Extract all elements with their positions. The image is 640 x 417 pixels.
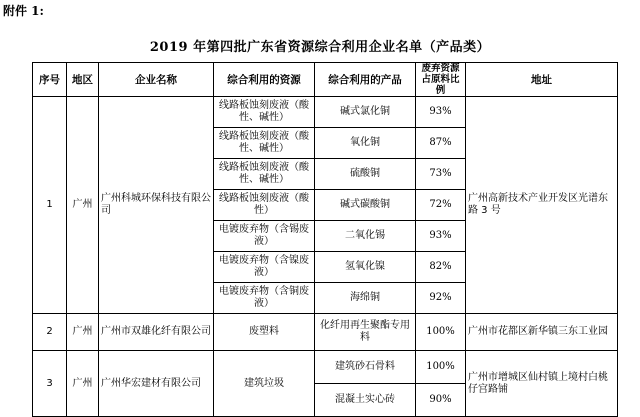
resource-cell: 电镀废弃物（含铜废液）	[214, 283, 315, 314]
resource-cell: 线路板蚀刻废液（酸性）	[214, 190, 315, 221]
resource-cell: 废塑料	[214, 314, 315, 351]
product-cell: 氧化铜	[315, 128, 416, 159]
ratio-cell: 72%	[416, 190, 466, 221]
resource-cell: 建筑垃圾	[214, 351, 315, 417]
product-cell: 混凝土实心砖	[315, 384, 416, 417]
ratio-cell: 90%	[416, 384, 466, 417]
product-cell: 建筑砂石骨料	[315, 351, 416, 384]
address-cell: 广州市增城区仙村镇上境村白桃仔宫路铺	[466, 351, 618, 417]
region-cell: 广州	[67, 314, 99, 351]
header-address: 地址	[466, 63, 618, 97]
seq-cell: 2	[33, 314, 67, 351]
resource-cell: 线路板蚀刻废液（酸性、碱性）	[214, 97, 315, 128]
resource-cell: 线路板蚀刻废液（酸性、碱性）	[214, 128, 315, 159]
seq-cell: 1	[33, 97, 67, 314]
header-product: 综合利用的产品	[315, 63, 416, 97]
seq-cell: 3	[33, 351, 67, 417]
product-cell: 海绵铜	[315, 283, 416, 314]
table-row	[33, 351, 618, 384]
product-cell: 硫酸铜	[315, 159, 416, 190]
region-cell: 广州	[67, 97, 99, 314]
ratio-cell: 87%	[416, 128, 466, 159]
ratio-cell: 100%	[416, 314, 466, 351]
resource-cell: 线路板蚀刻废液（酸性、碱性）	[214, 159, 315, 190]
table-row	[33, 97, 618, 128]
header-region: 地区	[67, 63, 99, 97]
header-ratio: 废弃资源占原料比例	[416, 63, 466, 97]
ratio-cell: 92%	[416, 283, 466, 314]
ratio-cell: 93%	[416, 221, 466, 252]
region-cell: 广州	[67, 351, 99, 417]
address-cell: 广州高新技术产业开发区光谱东路 3 号	[466, 97, 618, 314]
table-row	[33, 314, 618, 351]
header-company: 企业名称	[99, 63, 214, 97]
page-title: 2019 年第四批广东省资源综合利用企业名单（产品类）	[149, 40, 491, 55]
header-row	[33, 63, 618, 97]
company-table	[32, 62, 618, 417]
address-cell: 广州市花都区新华镇三东工业园	[466, 314, 618, 351]
company-name-cell: 广州科城环保科技有限公司	[99, 97, 214, 314]
ratio-cell: 93%	[416, 97, 466, 128]
company-name-cell: 广州华宏建材有限公司	[99, 351, 214, 417]
product-cell: 化纤用再生聚酯专用料	[315, 314, 416, 351]
ratio-cell: 73%	[416, 159, 466, 190]
product-cell: 碱式碳酸铜	[315, 190, 416, 221]
header-resource: 综合利用的资源	[214, 63, 315, 97]
ratio-cell: 100%	[416, 351, 466, 384]
product-cell: 二氧化锡	[315, 221, 416, 252]
attachment-label: 附件 1:	[3, 4, 44, 18]
product-cell: 氢氧化镍	[315, 252, 416, 283]
resource-cell: 电镀废弃物（含锡废液）	[214, 221, 315, 252]
resource-cell: 电镀废弃物（含镍废液）	[214, 252, 315, 283]
product-cell: 碱式氯化铜	[315, 97, 416, 128]
ratio-cell: 82%	[416, 252, 466, 283]
company-name-cell: 广州市双雄化纤有限公司	[99, 314, 214, 351]
header-seq: 序号	[33, 63, 67, 97]
